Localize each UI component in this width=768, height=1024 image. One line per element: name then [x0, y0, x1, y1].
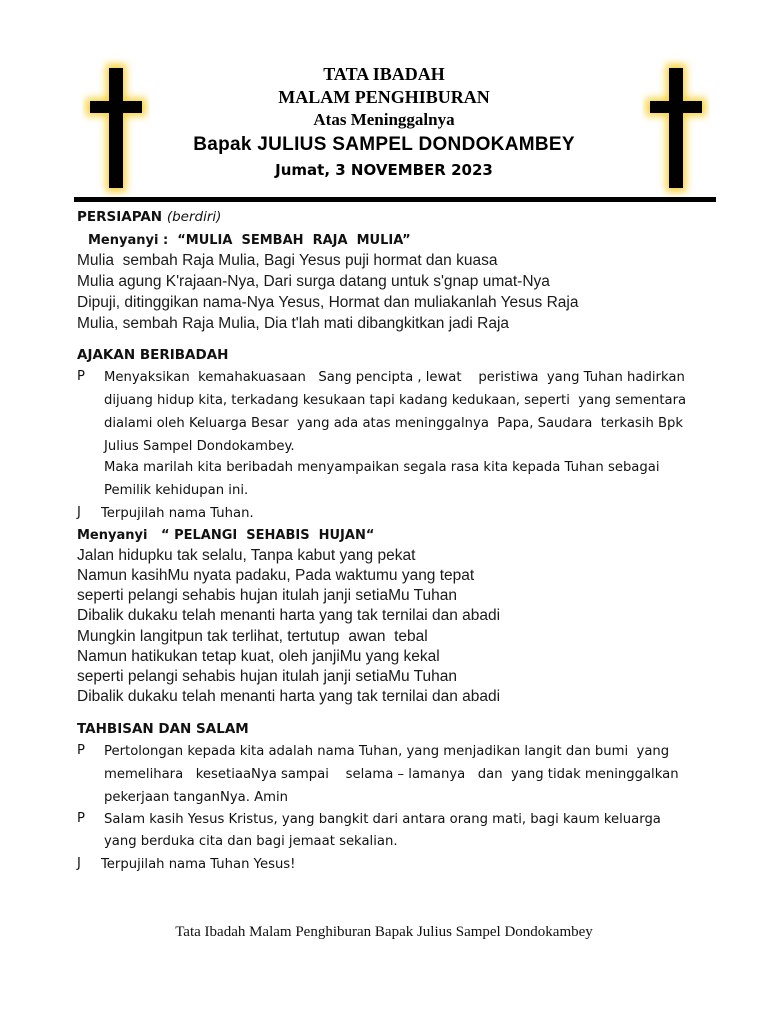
liturgy-text: dialami oleh Keluarga Besar yang ada atas meninggalnya Papa, Saudara terkasih Bpk	[104, 416, 684, 431]
section-note: (berdiri)	[166, 209, 222, 225]
liturgy-text: dijuang hidup kita, terkadang kesukaan tapi kadang kedukaan, seperti yang sementara	[104, 393, 687, 408]
section-ajakan-heading: AJAKAN BERIBADAH	[77, 347, 229, 363]
liturgy-text: pekerjaan tanganNya. Amin	[104, 790, 289, 805]
liturgy-text: Menyaksikan kemahakuasaan Sang pencipta , lewat peristiwa yang Tuhan hadirkan	[104, 370, 685, 385]
lyric-line: Mulia, sembah Raja Mulia, Dia t'lah mati dibangkitkan jadi Raja	[77, 315, 510, 332]
song-title-mulia: Menyanyi : “MULIA SEMBAH RAJA MULIA”	[88, 233, 411, 248]
lyric-line: Mulia agung K'rajaan-Nya, Dari surga datang untuk s'gnap umat-Nya	[77, 273, 550, 290]
lyric-line: Mulia sembah Raja Mulia, Bagi Yesus puji hormat dan kuasa	[77, 252, 498, 269]
liturgy-response: Terpujilah nama Tuhan.	[101, 506, 254, 521]
header-name: Bapak JULIUS SAMPEL DONDOKAMBEY	[193, 134, 575, 155]
liturgy-marker-j: J	[77, 856, 81, 871]
liturgy-marker-p: P	[77, 369, 85, 384]
header-occasion: Atas Meninggalnya	[313, 110, 455, 129]
liturgy-text: Pemilik kehidupan ini.	[104, 483, 249, 498]
lyric-line: Dibalik dukaku telah menanti harta yang tak ternilai dan abadi	[77, 688, 501, 705]
liturgy-text: yang berduka cita dan bagi jemaat sekalian.	[104, 834, 398, 849]
liturgy-text: Julius Sampel Dondokambey.	[104, 439, 295, 454]
header-title: TATA IBADAH	[323, 64, 445, 84]
header-divider	[74, 197, 716, 202]
lyric-line: seperti pelangi sehabis hujan itulah janji setiaMu Tuhan	[77, 668, 457, 685]
liturgy-text: memelihara kesetiaaNya sampai selama – lamanya dan yang tidak meninggalkan	[104, 767, 679, 782]
song-title-pelangi: Menyanyi “ PELANGI SEHABIS HUJAN“	[77, 528, 375, 543]
header-date: Jumat, 3 NOVEMBER 2023	[275, 161, 493, 179]
section-title: PERSIAPAN	[77, 209, 163, 225]
header-subtitle: MALAM PENGHIBURAN	[278, 87, 490, 107]
lyric-line: Dibalik dukaku telah menanti harta yang tak ternilai dan abadi	[77, 607, 501, 624]
liturgy-marker-p: P	[77, 743, 85, 758]
lyric-line: Jalan hidupku tak selalu, Tanpa kabut yang pekat	[77, 547, 416, 564]
section-persiapan-heading	[77, 208, 221, 226]
liturgy-text: Pertolongan kepada kita adalah nama Tuhan, yang menjadikan langit dan bumi yang	[104, 744, 670, 759]
lyric-line: Namun hatikukan tetap kuat, oleh janjiMu yang kekal	[77, 648, 440, 665]
liturgy-response: Terpujilah nama Tuhan Yesus!	[101, 857, 296, 872]
liturgy-text: Salam kasih Yesus Kristus, yang bangkit dari antara orang mati, bagi kaum keluarga	[104, 812, 661, 827]
liturgy-text: Maka marilah kita beribadah menyampaikan segala rasa kita kepada Tuhan sebagai	[104, 460, 660, 475]
lyric-line: Dipuji, ditinggikan nama-Nya Yesus, Hormat dan muliakanlah Yesus Raja	[77, 294, 579, 311]
lyric-line: Namun kasihMu nyata padaku, Pada waktumu yang tepat	[77, 567, 475, 584]
liturgy-marker-p: P	[77, 811, 85, 826]
lyric-line: seperti pelangi sehabis hujan itulah janji setiaMu Tuhan	[77, 587, 457, 604]
section-tahbisan-heading: TAHBISAN DAN SALAM	[77, 721, 249, 737]
page-footer: Tata Ibadah Malam Penghiburan Bapak Julius Sampel Dondokambey	[175, 924, 593, 940]
lyric-line: Mungkin langitpun tak terlihat, tertutup awan tebal	[77, 628, 428, 645]
liturgy-marker-j: J	[77, 505, 81, 520]
